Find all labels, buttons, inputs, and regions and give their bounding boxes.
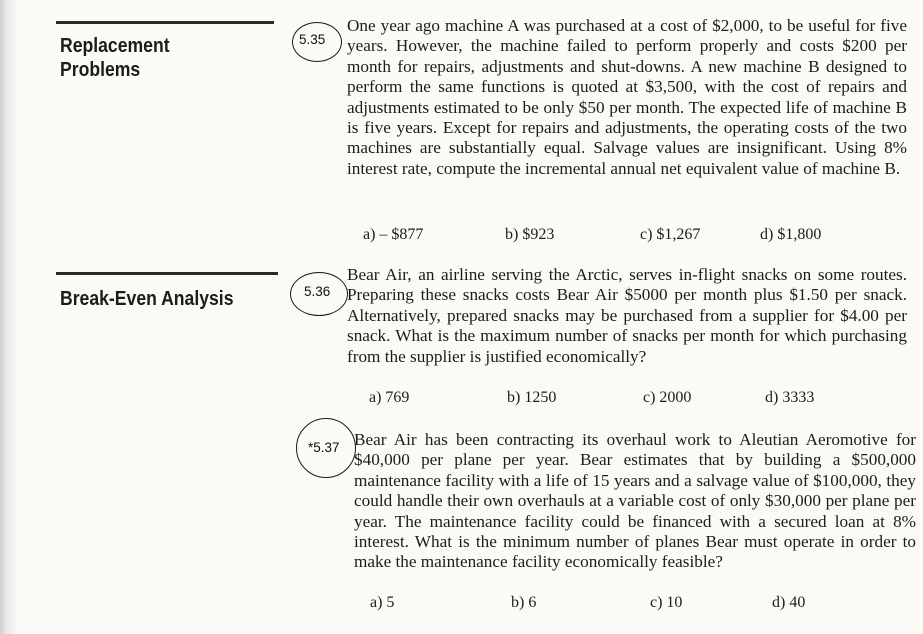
section-rule xyxy=(56,21,274,24)
problem-text: One year ago machine A was purchased at a cost of $2,000, to be useful for five years. However, the machine failed to perform properly and costs $200 per month for repairs, adjustments and shut-downs. A new machine B designed to perform the same functions is quoted at $3,500, with the cost of repairs and adjustments estimated to be only $50 per month. The expected life of machine B is five years. Except for repairs and adjustments, the operating costs of the two machines are substantially equal. Salvage values are insignificant. Using 8% interest rate, compute the incremental annual net equivalent value of machine B. xyxy=(347,16,907,178)
problem-number: *5.37 xyxy=(308,440,340,455)
choice-c: c) 10 xyxy=(650,594,683,611)
choice-b: b) 1250 xyxy=(507,389,557,406)
section-rule xyxy=(56,272,278,275)
choice-b: b) $923 xyxy=(505,226,555,243)
answer-choices xyxy=(347,226,907,248)
choice-a: a) 769 xyxy=(369,389,410,406)
choice-c: c) $1,267 xyxy=(640,226,701,243)
page-binding-edge xyxy=(0,0,16,634)
problem-text: Bear Air has been contracting its overhaul work to Aleutian Aeromotive for $40,000 per plane per year. Bear estimates that by building a $500,000 maintenance facility with a life of 15 years and a salvage value of $100,000, they could handle their own overhauls at a variable cost of only $30,000 per plane per year. The maintenance facility could be financed with a secured loan at 8% interest. What is the minimum number of planes Bear must operate in order to make the maintenance facility economically feasible? xyxy=(354,430,916,572)
section-heading-replacement: Replacement Problems xyxy=(60,35,170,81)
choice-a: a) – $877 xyxy=(363,226,424,243)
choice-c: c) 2000 xyxy=(643,389,692,406)
problem-5-35 xyxy=(347,16,907,243)
problem-5-37 xyxy=(354,430,916,611)
problem-number: 5.35 xyxy=(299,32,326,47)
choice-a: a) 5 xyxy=(370,594,395,611)
problem-5-36 xyxy=(347,265,907,406)
choice-d: d) 40 xyxy=(772,594,806,611)
choice-d: d) $1,800 xyxy=(760,226,822,243)
problem-text: Bear Air, an airline serving the Arctic, serves in-flight snacks on some routes. Preparing these snacks costs Bear Air $5000 per month plus $1.50 per snack. Alternatively, prepared snacks may be purchased from a supplier for $4.00 per snack. What is the maximum number of snacks per month for which purchasing from the supplier is justified economically? xyxy=(347,265,907,366)
answer-choices xyxy=(354,594,914,616)
choice-b: b) 6 xyxy=(511,594,537,611)
section-heading-break-even: Break-Even Analysis xyxy=(60,288,234,310)
choice-d: d) 3333 xyxy=(765,389,815,406)
problem-number: 5.36 xyxy=(304,284,331,299)
answer-choices xyxy=(347,389,907,411)
